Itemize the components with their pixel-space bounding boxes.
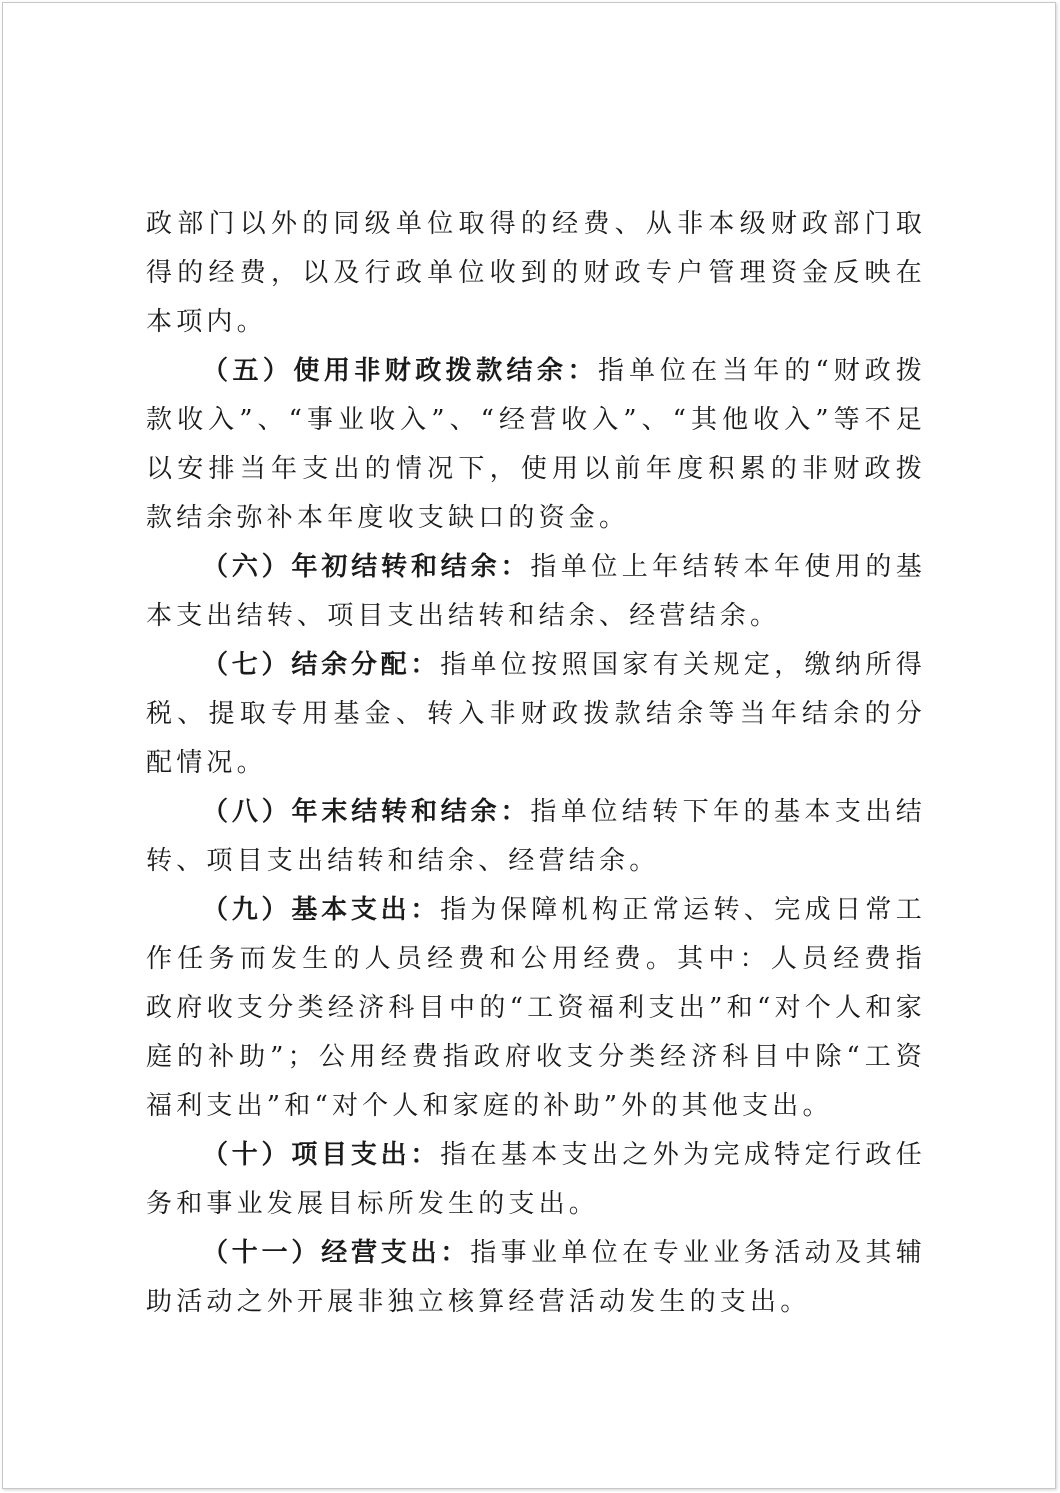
paragraph-text: 指为保障机构正常运转、完成日常工作任务而发生的人员经费和公用经费。其中：人员经费指政府收支分类经济科目中的“工资福利支出”和“对个人和家庭的补助”；公用经费指政府收支分类经济科目中除“工资福利支出”和“对个人和家庭的补助”外的其他支出。 [146,895,926,1121]
paragraph-item-7 [146,641,926,788]
paragraph-term: （六）年初结转和结余： [202,552,531,582]
paragraph-text: 指单位结转下年的基本支出结转、项目支出结转和结余、经营结余。 [146,797,926,876]
paragraph-item-10 [146,1131,926,1229]
paragraph-item-9 [146,886,926,1131]
paragraph-text: 政部门以外的同级单位取得的经费、从非本级财政部门取得的经费，以及行政单位收到的财政专户管理资金反映在本项内。 [146,209,926,337]
paragraph-term: （十）项目支出： [202,1140,441,1170]
paragraph-text: 指单位上年结转本年使用的基本支出结转、项目支出结转和结余、经营结余。 [146,552,926,631]
paragraph-text: 指单位按照国家有关规定，缴纳所得税、提取专用基金、转入非财政拨款结余等当年结余的分配情况。 [146,650,926,778]
paragraph-text: 指事业单位在专业业务活动及其辅助活动之外开展非独立核算经营活动发生的支出。 [146,1238,926,1317]
document-body [146,200,926,1327]
paragraph-term: （八）年末结转和结余： [202,797,531,827]
paragraph-item-6 [146,543,926,641]
paragraph-term: （十一）经营支出： [202,1238,471,1268]
paragraph-text: 指在基本支出之外为完成特定行政任务和事业发展目标所发生的支出。 [146,1140,926,1219]
paragraph-text: 指单位在当年的“财政拨款收入”、“事业收入”、“经营收入”、“其他收入”等不足以安排当年支出的情况下，使用以前年度积累的非财政拨款结余弥补本年度收支缺口的资金。 [146,356,926,533]
document-page [2,2,1056,1489]
paragraph-term: （七）结余分配： [202,650,441,680]
paragraph-item-5 [146,347,926,543]
paragraph-item-11 [146,1229,926,1327]
paragraph-continuation [146,200,926,347]
paragraph-term: （九）基本支出： [202,895,441,925]
paragraph-item-8 [146,788,926,886]
paragraph-term: （五）使用非财政拨款结余： [202,356,598,386]
